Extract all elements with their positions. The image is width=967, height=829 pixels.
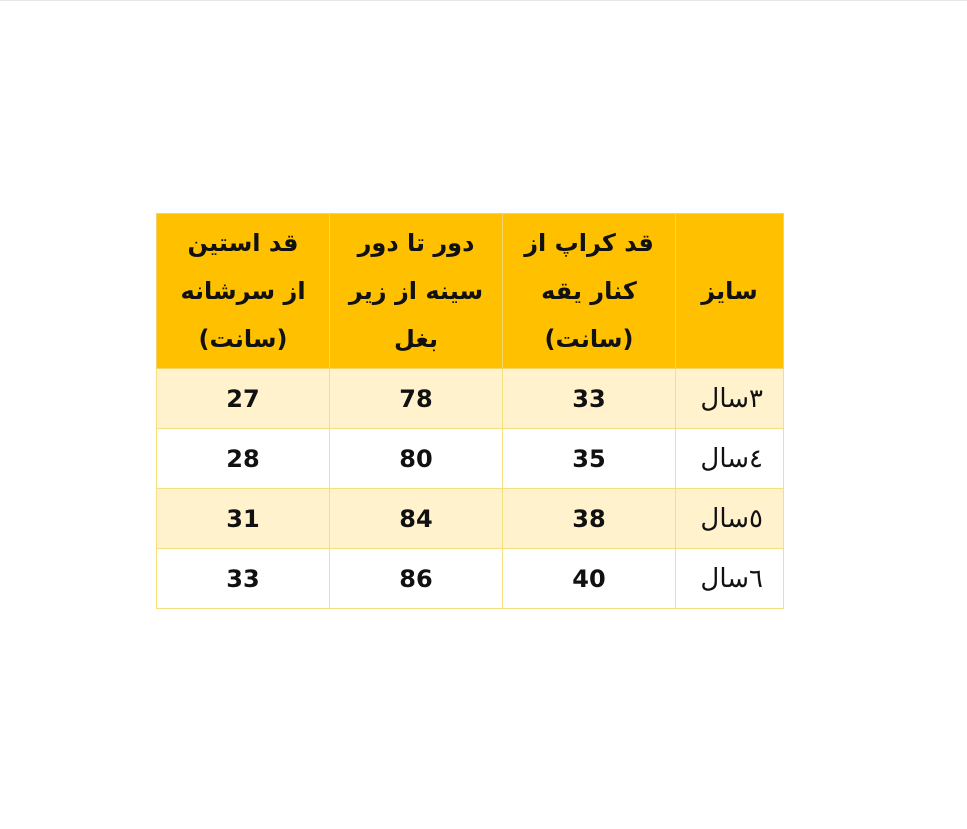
cell-sleeve: 31 <box>157 489 330 549</box>
header-sleeve-length: قد استین از سرشانه (سانت) <box>157 214 330 369</box>
table-header-row <box>157 214 784 369</box>
table-row <box>157 489 784 549</box>
table-row <box>157 549 784 609</box>
cell-length: 40 <box>503 549 676 609</box>
cell-length: 33 <box>503 369 676 429</box>
size-chart-table <box>156 213 784 609</box>
cell-sleeve: 33 <box>157 549 330 609</box>
cell-size: ٥سال <box>676 489 784 549</box>
cell-chest: 84 <box>330 489 503 549</box>
cell-length: 35 <box>503 429 676 489</box>
header-chest-circumference: دور تا دور سینه از زیر بغل <box>330 214 503 369</box>
cell-size: ٦سال <box>676 549 784 609</box>
cell-sleeve: 27 <box>157 369 330 429</box>
table-row <box>157 369 784 429</box>
cell-length: 38 <box>503 489 676 549</box>
header-crop-length: قد کراپ از کنار یقه (سانت) <box>503 214 676 369</box>
cell-chest: 86 <box>330 549 503 609</box>
cell-size: ٤سال <box>676 429 784 489</box>
cell-sleeve: 28 <box>157 429 330 489</box>
cell-chest: 80 <box>330 429 503 489</box>
table-row <box>157 429 784 489</box>
top-divider <box>0 0 967 1</box>
cell-size: ٣سال <box>676 369 784 429</box>
header-size: سایز <box>676 214 784 369</box>
cell-chest: 78 <box>330 369 503 429</box>
